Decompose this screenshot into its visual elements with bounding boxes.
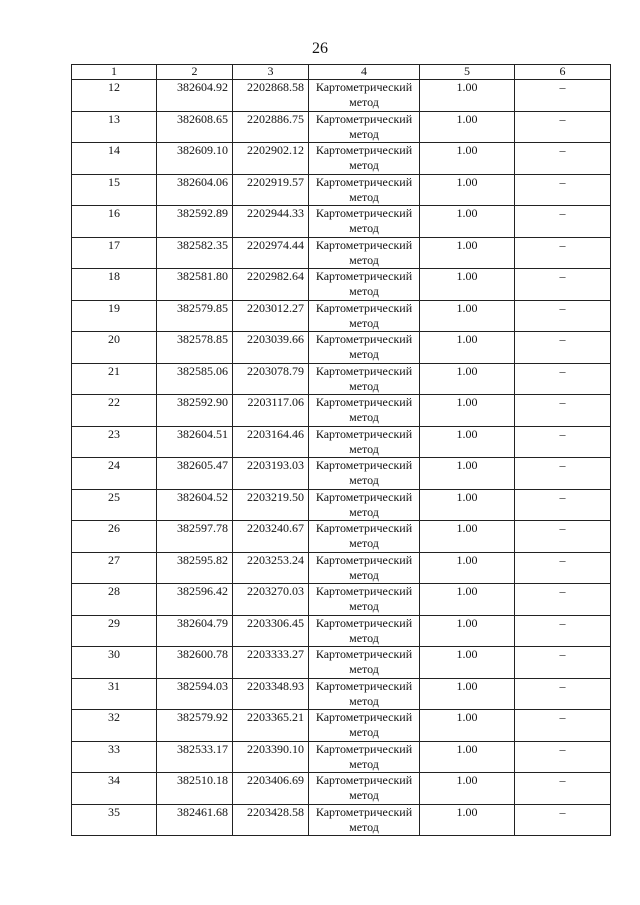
y-coordinate-cell: 2203039.66: [233, 332, 309, 364]
table-row: [72, 489, 611, 521]
point-number-cell: 23: [72, 426, 157, 458]
method-cell: Картометрический метод: [309, 80, 420, 112]
accuracy-cell: 1.00: [420, 237, 515, 269]
table-row: [72, 206, 611, 238]
table-row: [72, 300, 611, 332]
table-row: [72, 678, 611, 710]
point-number-cell: 25: [72, 489, 157, 521]
method-cell: Картометрический метод: [309, 615, 420, 647]
point-number-cell: 33: [72, 741, 157, 773]
point-number-cell: 26: [72, 521, 157, 553]
table-row: [72, 332, 611, 364]
x-coordinate-cell: 382510.18: [157, 773, 233, 805]
table-row: [72, 804, 611, 836]
table-row: [72, 174, 611, 206]
method-cell: Картометрический метод: [309, 489, 420, 521]
point-number-cell: 21: [72, 363, 157, 395]
table-row: [72, 773, 611, 805]
accuracy-cell: 1.00: [420, 678, 515, 710]
point-number-cell: 29: [72, 615, 157, 647]
x-coordinate-cell: 382578.85: [157, 332, 233, 364]
method-cell: Картометрический метод: [309, 426, 420, 458]
header-row: [72, 65, 611, 80]
table-row: [72, 269, 611, 301]
method-cell: Картометрический метод: [309, 552, 420, 584]
x-coordinate-cell: 382600.78: [157, 647, 233, 679]
point-number-cell: 28: [72, 584, 157, 616]
x-coordinate-cell: 382604.52: [157, 489, 233, 521]
x-coordinate-cell: 382604.51: [157, 426, 233, 458]
y-coordinate-cell: 2203333.27: [233, 647, 309, 679]
note-cell: –: [515, 804, 611, 836]
x-coordinate-cell: 382592.89: [157, 206, 233, 238]
y-coordinate-cell: 2203078.79: [233, 363, 309, 395]
point-number-cell: 19: [72, 300, 157, 332]
note-cell: –: [515, 678, 611, 710]
point-number-cell: 13: [72, 111, 157, 143]
y-coordinate-cell: 2202868.58: [233, 80, 309, 112]
note-cell: –: [515, 111, 611, 143]
method-cell: Картометрический метод: [309, 111, 420, 143]
note-cell: –: [515, 741, 611, 773]
x-coordinate-cell: 382461.68: [157, 804, 233, 836]
accuracy-cell: 1.00: [420, 458, 515, 490]
x-coordinate-cell: 382579.92: [157, 710, 233, 742]
table-row: [72, 521, 611, 553]
y-coordinate-cell: 2203348.93: [233, 678, 309, 710]
x-coordinate-cell: 382592.90: [157, 395, 233, 427]
x-coordinate-cell: 382604.92: [157, 80, 233, 112]
note-cell: –: [515, 584, 611, 616]
table-row: [72, 647, 611, 679]
point-number-cell: 18: [72, 269, 157, 301]
method-cell: Картометрический метод: [309, 332, 420, 364]
method-cell: Картометрический метод: [309, 773, 420, 805]
note-cell: –: [515, 615, 611, 647]
table-row: [72, 710, 611, 742]
accuracy-cell: 1.00: [420, 300, 515, 332]
y-coordinate-cell: 2203390.10: [233, 741, 309, 773]
y-coordinate-cell: 2203306.45: [233, 615, 309, 647]
table-row: [72, 615, 611, 647]
table-body: [72, 80, 611, 836]
note-cell: –: [515, 363, 611, 395]
x-coordinate-cell: 382595.82: [157, 552, 233, 584]
accuracy-cell: 1.00: [420, 552, 515, 584]
x-coordinate-cell: 382582.35: [157, 237, 233, 269]
note-cell: –: [515, 521, 611, 553]
note-cell: –: [515, 773, 611, 805]
point-number-cell: 20: [72, 332, 157, 364]
note-cell: –: [515, 395, 611, 427]
y-coordinate-cell: 2202982.64: [233, 269, 309, 301]
accuracy-cell: 1.00: [420, 804, 515, 836]
method-cell: Картометрический метод: [309, 804, 420, 836]
y-coordinate-cell: 2203406.69: [233, 773, 309, 805]
accuracy-cell: 1.00: [420, 741, 515, 773]
y-coordinate-cell: 2202902.12: [233, 143, 309, 175]
accuracy-cell: 1.00: [420, 773, 515, 805]
y-coordinate-cell: 2202944.33: [233, 206, 309, 238]
note-cell: –: [515, 237, 611, 269]
method-cell: Картометрический метод: [309, 300, 420, 332]
note-cell: –: [515, 489, 611, 521]
point-number-cell: 22: [72, 395, 157, 427]
accuracy-cell: 1.00: [420, 521, 515, 553]
coordinates-table: [71, 64, 611, 836]
header-col-3: 3: [233, 65, 309, 80]
x-coordinate-cell: 382597.78: [157, 521, 233, 553]
accuracy-cell: 1.00: [420, 143, 515, 175]
table-row: [72, 426, 611, 458]
method-cell: Картометрический метод: [309, 521, 420, 553]
x-coordinate-cell: 382533.17: [157, 741, 233, 773]
note-cell: –: [515, 174, 611, 206]
x-coordinate-cell: 382585.06: [157, 363, 233, 395]
accuracy-cell: 1.00: [420, 615, 515, 647]
point-number-cell: 17: [72, 237, 157, 269]
point-number-cell: 14: [72, 143, 157, 175]
y-coordinate-cell: 2203164.46: [233, 426, 309, 458]
note-cell: –: [515, 710, 611, 742]
header-col-5: 5: [420, 65, 515, 80]
y-coordinate-cell: 2202974.44: [233, 237, 309, 269]
point-number-cell: 31: [72, 678, 157, 710]
header-col-6: 6: [515, 65, 611, 80]
x-coordinate-cell: 382581.80: [157, 269, 233, 301]
note-cell: –: [515, 269, 611, 301]
accuracy-cell: 1.00: [420, 332, 515, 364]
y-coordinate-cell: 2203270.03: [233, 584, 309, 616]
method-cell: Картометрический метод: [309, 237, 420, 269]
header-col-2: 2: [157, 65, 233, 80]
y-coordinate-cell: 2203428.58: [233, 804, 309, 836]
method-cell: Картометрический метод: [309, 647, 420, 679]
x-coordinate-cell: 382609.10: [157, 143, 233, 175]
table-row: [72, 80, 611, 112]
note-cell: –: [515, 458, 611, 490]
accuracy-cell: 1.00: [420, 584, 515, 616]
method-cell: Картометрический метод: [309, 143, 420, 175]
accuracy-cell: 1.00: [420, 80, 515, 112]
method-cell: Картометрический метод: [309, 710, 420, 742]
y-coordinate-cell: 2203240.67: [233, 521, 309, 553]
y-coordinate-cell: 2202919.57: [233, 174, 309, 206]
point-number-cell: 35: [72, 804, 157, 836]
table-row: [72, 741, 611, 773]
method-cell: Картометрический метод: [309, 678, 420, 710]
method-cell: Картометрический метод: [309, 206, 420, 238]
accuracy-cell: 1.00: [420, 489, 515, 521]
accuracy-cell: 1.00: [420, 647, 515, 679]
accuracy-cell: 1.00: [420, 426, 515, 458]
y-coordinate-cell: 2202886.75: [233, 111, 309, 143]
y-coordinate-cell: 2203365.21: [233, 710, 309, 742]
note-cell: –: [515, 332, 611, 364]
note-cell: –: [515, 647, 611, 679]
table-row: [72, 458, 611, 490]
x-coordinate-cell: 382604.06: [157, 174, 233, 206]
table-row: [72, 395, 611, 427]
note-cell: –: [515, 426, 611, 458]
note-cell: –: [515, 300, 611, 332]
accuracy-cell: 1.00: [420, 363, 515, 395]
x-coordinate-cell: 382579.85: [157, 300, 233, 332]
table-row: [72, 363, 611, 395]
header-col-4: 4: [309, 65, 420, 80]
x-coordinate-cell: 382605.47: [157, 458, 233, 490]
x-coordinate-cell: 382608.65: [157, 111, 233, 143]
method-cell: Картометрический метод: [309, 584, 420, 616]
table-row: [72, 584, 611, 616]
point-number-cell: 34: [72, 773, 157, 805]
point-number-cell: 16: [72, 206, 157, 238]
note-cell: –: [515, 552, 611, 584]
note-cell: –: [515, 206, 611, 238]
page-number: 26: [312, 40, 328, 57]
y-coordinate-cell: 2203193.03: [233, 458, 309, 490]
accuracy-cell: 1.00: [420, 269, 515, 301]
method-cell: Картометрический метод: [309, 269, 420, 301]
accuracy-cell: 1.00: [420, 174, 515, 206]
table-row: [72, 143, 611, 175]
table-row: [72, 111, 611, 143]
x-coordinate-cell: 382604.79: [157, 615, 233, 647]
method-cell: Картометрический метод: [309, 741, 420, 773]
method-cell: Картометрический метод: [309, 174, 420, 206]
point-number-cell: 24: [72, 458, 157, 490]
y-coordinate-cell: 2203012.27: [233, 300, 309, 332]
accuracy-cell: 1.00: [420, 111, 515, 143]
point-number-cell: 12: [72, 80, 157, 112]
x-coordinate-cell: 382594.03: [157, 678, 233, 710]
point-number-cell: 30: [72, 647, 157, 679]
note-cell: –: [515, 80, 611, 112]
method-cell: Картометрический метод: [309, 395, 420, 427]
note-cell: –: [515, 143, 611, 175]
point-number-cell: 27: [72, 552, 157, 584]
y-coordinate-cell: 2203219.50: [233, 489, 309, 521]
point-number-cell: 15: [72, 174, 157, 206]
table-row: [72, 237, 611, 269]
method-cell: Картометрический метод: [309, 363, 420, 395]
point-number-cell: 32: [72, 710, 157, 742]
accuracy-cell: 1.00: [420, 710, 515, 742]
y-coordinate-cell: 2203253.24: [233, 552, 309, 584]
method-cell: Картометрический метод: [309, 458, 420, 490]
header-col-1: 1: [72, 65, 157, 80]
accuracy-cell: 1.00: [420, 206, 515, 238]
x-coordinate-cell: 382596.42: [157, 584, 233, 616]
y-coordinate-cell: 2203117.06: [233, 395, 309, 427]
accuracy-cell: 1.00: [420, 395, 515, 427]
table-row: [72, 552, 611, 584]
